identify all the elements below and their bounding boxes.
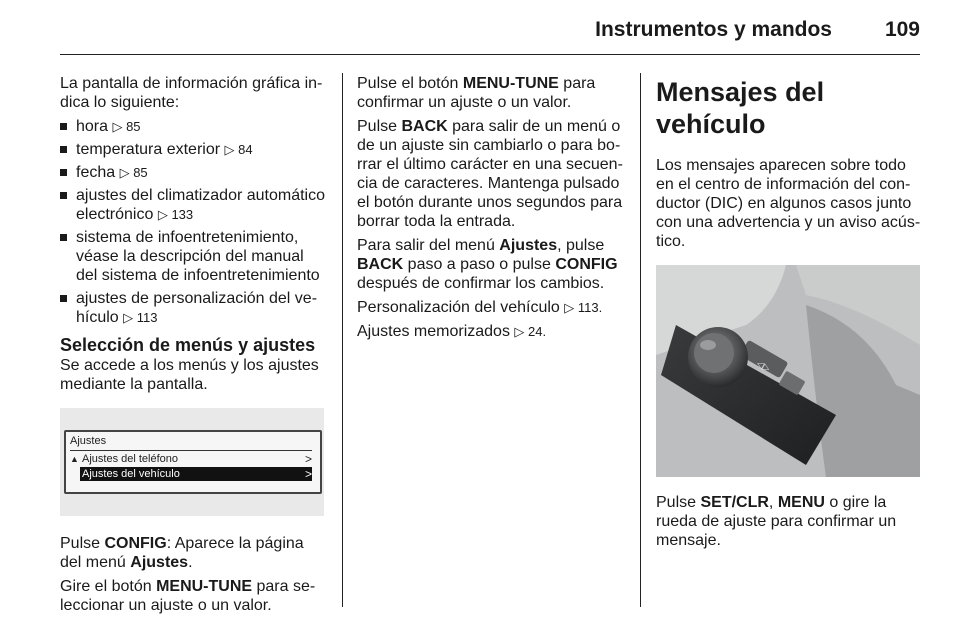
steering-stalk-illustration xyxy=(656,265,920,477)
list-item: ajustes del climatizador automático electrónico ▷ 133 xyxy=(60,186,326,224)
page-ref: ▷ 85 xyxy=(112,119,141,134)
paragraph-back: Pulse BACK para salir de un menú o de un ajuste sin cambiarlo o para bo-rrar el último carácter en una secuen-cia de caracteres. Mantenga pulsado el botón durante unos segundos para borrar toda la entrada. xyxy=(357,118,623,230)
section-text: Se accede a los menús y los ajustes mediante la pantalla. xyxy=(60,357,319,393)
column-3 xyxy=(656,76,922,555)
paragraph-config: Pulse CONFIG: Aparece la página del menú Ajustes. xyxy=(60,535,304,571)
section-heading: Selección de menús y ajustes xyxy=(60,335,316,355)
list-item: fecha ▷ 85 xyxy=(60,163,326,182)
list-item: hora ▷ 85 xyxy=(60,117,326,136)
stalk-photo xyxy=(656,265,920,477)
section-title: Instrumentos y mandos xyxy=(595,18,832,41)
paragraph-menu-tune: Gire el botón MENU-TUNE para se-leccionar un ajuste o un valor. xyxy=(60,578,316,614)
chevron-right-icon: > xyxy=(304,467,312,481)
paragraph-personalization: Personalización del vehículo ▷ 113. xyxy=(357,299,603,316)
page-header xyxy=(60,0,920,55)
paragraph-memorized: Ajustes memorizados ▷ 24. xyxy=(357,323,547,340)
intro-text: La pantalla de información gráfica in-dica lo siguiente: xyxy=(60,75,323,111)
page-ref: ▷ 85 xyxy=(119,165,148,180)
paragraph-set-clr: Pulse SET/CLR, MENU o gire la rueda de ajuste para confirmar un mensaje. xyxy=(656,494,897,549)
up-arrow-icon: ▲ xyxy=(70,454,79,464)
list-item: ajustes de personalización del ve-hículo ▷ 113 xyxy=(60,289,326,327)
menu-title: Ajustes xyxy=(70,435,107,447)
display-figure xyxy=(60,408,324,516)
page-ref: ▷ 84 xyxy=(224,142,253,157)
list-item: temperatura exterior ▷ 84 xyxy=(60,140,326,159)
menu-item-phone-settings: ▲ Ajustes del teléfono > xyxy=(70,452,312,466)
page-ref: ▷ 24. xyxy=(514,324,547,339)
chevron-right-icon: > xyxy=(304,452,312,466)
menu-divider xyxy=(70,450,312,451)
page-ref: ▷ 113 xyxy=(123,310,158,325)
svg-text:◁▷: ◁▷ xyxy=(754,358,772,375)
info-list xyxy=(60,117,326,327)
paragraph-confirm: Pulse el botón MENU-TUNE para confirmar un ajuste o un valor. xyxy=(357,75,596,111)
list-item: sistema de infoentretenimiento, véase la descripción del manual del sistema de infoentretenimiento xyxy=(60,228,326,285)
column-divider xyxy=(342,73,343,607)
page-ref: ▷ 133 xyxy=(157,207,194,222)
column-1 xyxy=(60,74,326,620)
display-screen xyxy=(64,430,322,494)
menu-item-vehicle-settings: Ajustes del vehículo > xyxy=(82,467,312,481)
page-number: 109 xyxy=(884,18,920,41)
column-2 xyxy=(357,74,623,346)
paragraph-exit-menu: Para salir del menú Ajustes, pulse BACK paso a paso o pulse CONFIG después de confirmar los cambios. xyxy=(357,237,618,292)
section-heading: Mensajes del vehículo xyxy=(656,77,825,139)
paragraph-messages: Los mensajes aparecen sobre todo en el centro de información del con-ductor (DIC) en algunos casos junto con una advertencia y un aviso acús-tico. xyxy=(656,157,921,250)
column-divider xyxy=(640,73,641,607)
page-ref: ▷ 113. xyxy=(564,300,603,315)
